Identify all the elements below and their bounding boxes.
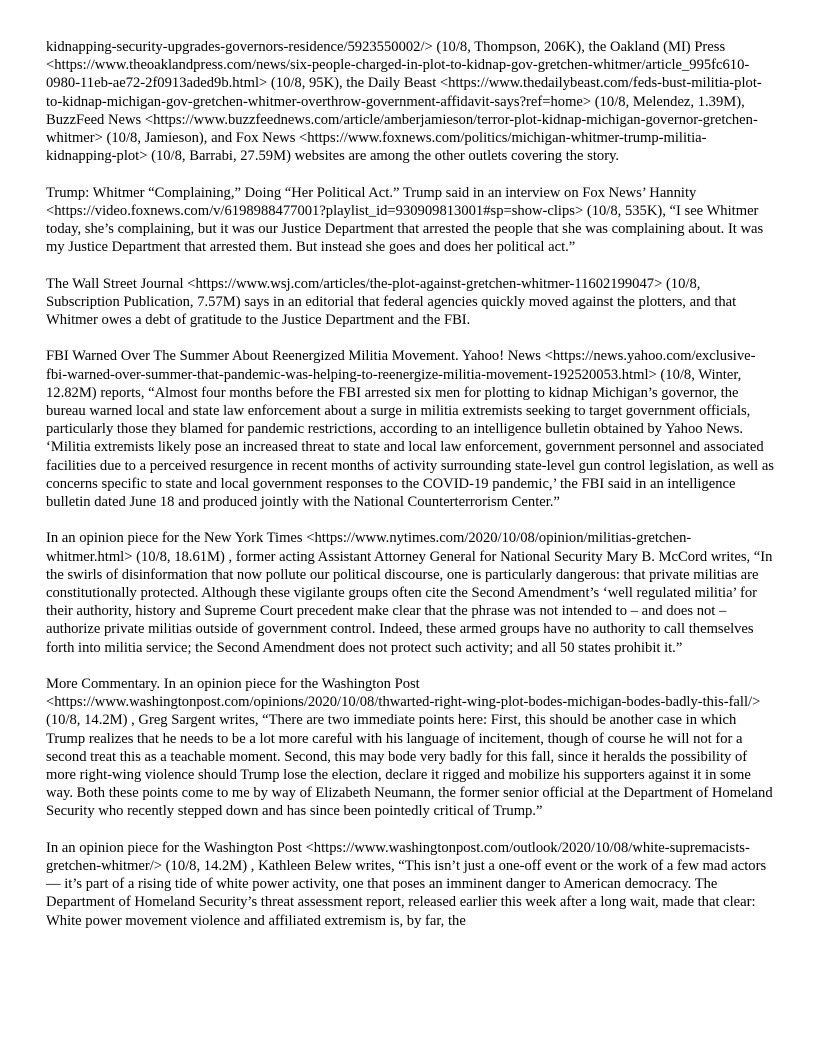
- document-page: [46, 38, 774, 948]
- paragraph-wapo-belew: In an opinion piece for the Washington Post <https://www.washingtonpost.com/outlook/2020/10/08/white-supremacists-gretchen-whitmer/> (10/8, 14.2M) , Kathleen Belew writes, “This isn’t just a one-off event or the work of a few mad actors — it’s part of a rising tide of white power activity, one that poses an imminent danger to American democracy. The Department of Homeland Security’s threat assessment report, released earlier this week after a long wait, made that clear: White power movement violence and affiliated extremism is, by far, the: [46, 839, 767, 929]
- paragraph-fbi-warned: FBI Warned Over The Summer About Reenergized Militia Movement. Yahoo! News <https://news.yahoo.com/exclusive-fbi-warned-over-summer-that-pandemic-was-helping-to-reenergize-militia-movement-192520053.html> (10/8, Winter, 12.82M) reports, “Almost four months before the FBI arrested six men for plotting to kidnap Michigan’s governor, the bureau warned local and state law enforcement about a surge in militia extremists seeking to target government officials, particularly those they blamed for pandemic restrictions, according to an intelligence bulletin obtained by Yahoo News. ‘Militia extremists likely pose an increased threat to state and local law enforcement, government personnel and associated facilities due to a perceived resurgence in recent months of activity surrounding state-level gun control legislation, as well as concerns specific to state and local government responses to the COVID-19 pandemic,’ the FBI said in an intelligence bulletin dated June 18 and produced jointly with the National Counterterrorism Center.”: [46, 348, 774, 511]
- paragraph-nyt-opinion: In an opinion piece for the New York Times <https://www.nytimes.com/2020/10/08/opinion/militias-gretchen-whitmer.html> (10/8, 18.61M) , former acting Assistant Attorney General for National Security Mary B. McCord writes, “In the swirls of disinformation that now pollute our political discourse, one is particularly dangerous: that private militias are constitutionally protected. Although these vigilante groups often cite the Second Amendment’s ‘well regulated militia’ for their authority, history and Supreme Court precedent make clear that the phrase was not intended to – and does not – authorize private militias outside of government control. Indeed, these armed groups have no authority to call themselves forth into militia service; the Second Amendment does not protect such activity; and all 50 states prohibit it.”: [46, 530, 773, 656]
- paragraph-outlets-coverage: kidnapping-security-upgrades-governors-residence/5923550002/> (10/8, Thompson, 206K), the Oakland (MI) Press <https://www.theoaklandpress.com/news/six-people-charged-in-plot-to-kidnap-gov-gretchen-whitmer/article_995fc610-0980-11eb-ae72-2f0913aded9b.html> (10/8, 95K), the Daily Beast <https://www.thedailybeast.com/feds-bust-militia-plot-to-kidnap-michigan-gov-gretchen-whitmer-overthrow-government-affidavit-says?ref=home> (10/8, Melendez, 1.39M), BuzzFeed News <https://www.buzzfeednews.com/article/amberjamieson/terror-plot-kidnap-michigan-governor-gretchen-whitmer> (10/8, Jamieson), and Fox News <https://www.foxnews.com/politics/michigan-whitmer-trump-militia-kidnapping-plot> (10/8, Barrabi, 27.59M) websites are among the other outlets covering the story.: [46, 39, 762, 165]
- paragraph-trump-whitmer: Trump: Whitmer “Complaining,” Doing “Her Political Act.” Trump said in an interview on Fox News’ Hannity <https://video.foxnews.com/v/6198988477001?playlist_id=930909813001#sp=show-clips> (10/8, 535K), “I see Whitmer today, she’s complaining, but it was our Justice Department that arrested the people that she was complaining about. It was my Justice Department that arrested them. But instead she goes and does her political act.”: [46, 184, 764, 256]
- paragraph-wsj-editorial: The Wall Street Journal <https://www.wsj.com/articles/the-plot-against-gretchen-whitmer-11602199047> (10/8, Subscription Publication, 7.57M) says in an editorial that federal agencies quickly moved against the plotters, and that Whitmer owes a debt of gratitude to the Justice Department and the FBI.: [46, 275, 737, 329]
- paragraph-more-commentary: More Commentary. In an opinion piece for the Washington Post <https://www.washingtonpost.com/opinions/2020/10/08/thwarted-right-wing-plot-bodes-michigan-bodes-badly-this-fall/> (10/8, 14.2M) , Greg Sargent writes, “There are two immediate points here: First, this should be another case in which Trump realizes that he needs to be a lot more careful with his language of incitement, though of course he will not for a second treat this as a teachable moment. Second, this may bode very badly for this fall, since it heralds the possibility of more right-wing violence should Trump lose the election, declare it rigged and mobilize his supporters against it in some way. Both these points come to me by way of Elizabeth Neumann, the former senior official at the Department of Homeland Security who recently stepped down and has since been pointedly critical of Trump.”: [46, 676, 773, 820]
